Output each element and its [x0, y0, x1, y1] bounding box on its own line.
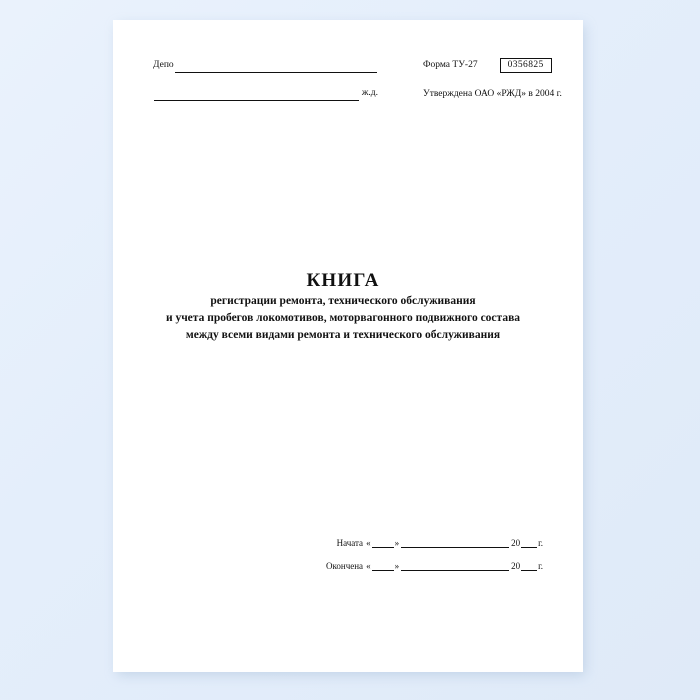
finished-quote-open: « [366, 561, 371, 571]
started-label: Начата [336, 538, 364, 548]
document-page [113, 20, 583, 672]
document-subtitle-line-1: регистрации ремонта, технического обслуживания [210, 295, 476, 307]
date-fields-block [291, 538, 543, 584]
started-quote-close: » [394, 538, 400, 548]
finished-quote-close: » [394, 561, 400, 571]
form-code-box: 0356825 [500, 58, 552, 73]
started-day-input[interactable] [372, 538, 394, 548]
railway-input-line[interactable] [154, 90, 359, 101]
depot-label: Депо [153, 60, 174, 70]
document-subtitle-line-2: и учета пробегов локомотивов, моторвагонного подвижного состава [165, 312, 521, 324]
started-quote-open: « [366, 538, 371, 548]
header-left-block [153, 58, 378, 114]
finished-date-row [291, 561, 543, 571]
finished-label: Окончена [325, 561, 364, 571]
started-month-input[interactable] [401, 538, 509, 548]
started-year-input[interactable] [521, 538, 537, 548]
started-year-prefix: 20 [511, 538, 521, 548]
finished-day-input[interactable] [372, 561, 394, 571]
railway-field-row [153, 86, 378, 101]
started-date-row [291, 538, 543, 548]
started-year-suffix: г. [538, 538, 543, 548]
title-block [143, 270, 543, 343]
form-label: Форма ТУ-27 [423, 60, 478, 70]
finished-month-input[interactable] [401, 561, 509, 571]
document-title: КНИГА [306, 270, 380, 291]
header-right-block [423, 58, 603, 116]
approval-text: Утверждена ОАО «РЖД» в 2004 г. [423, 89, 562, 99]
page-content [113, 20, 583, 672]
finished-year-prefix: 20 [511, 561, 521, 571]
form-number-row [423, 58, 603, 73]
document-header [143, 58, 562, 118]
depot-input-line[interactable] [175, 62, 377, 73]
finished-year-suffix: г. [538, 561, 543, 571]
finished-year-input[interactable] [521, 561, 537, 571]
depot-field-row [153, 58, 378, 73]
approval-row [423, 87, 603, 102]
railway-suffix-label: ж.д. [361, 88, 378, 98]
document-subtitle-line-3: между всеми видами ремонта и технического обслуживания [185, 329, 501, 341]
